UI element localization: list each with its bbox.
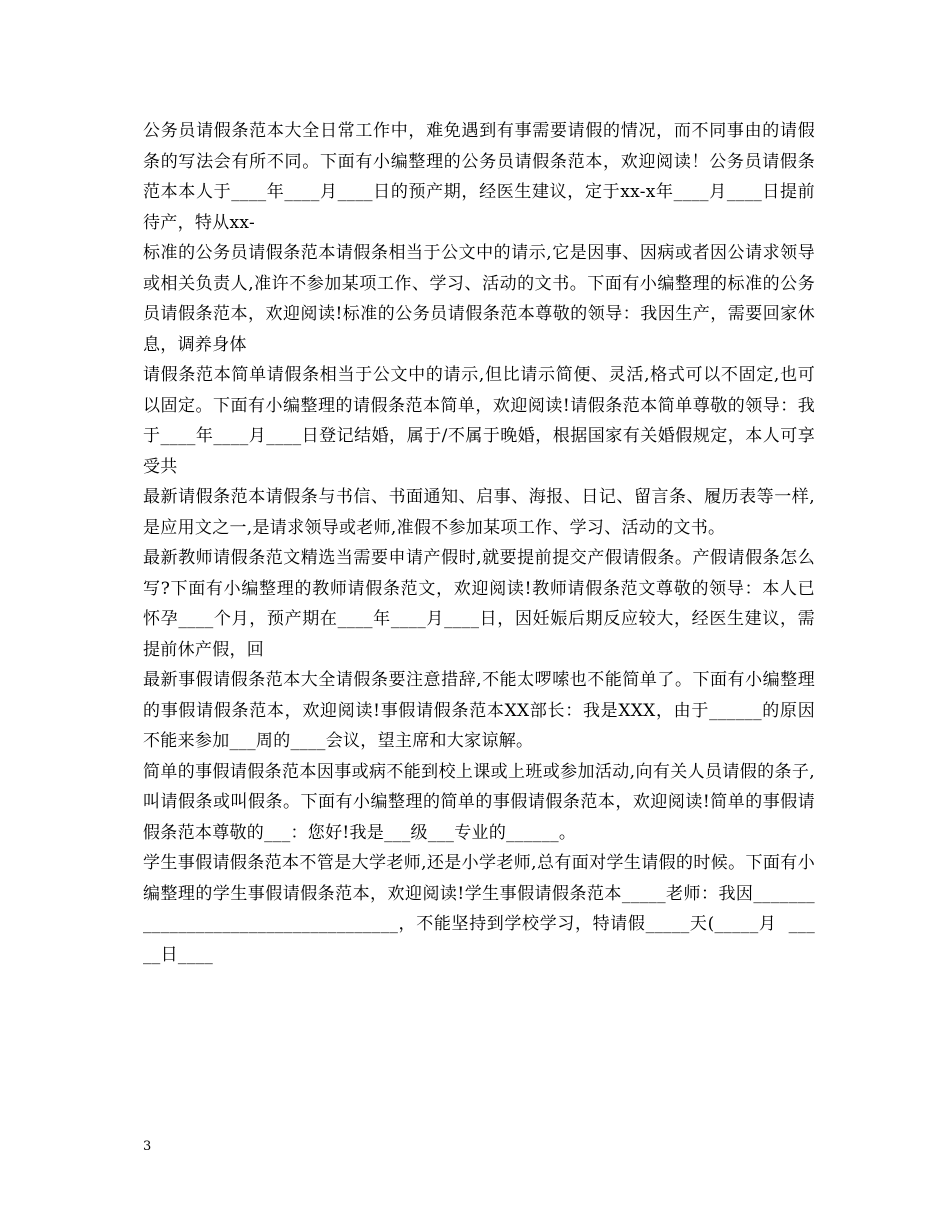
paragraph-latest-leave-template: 最新请假条范本请假条与书信、书面通知、启事、海报、日记、留言条、履历表等一样,是应用文之一,是请求领导或老师,准假不参加某项工作、学习、活动的文书。: [143, 487, 815, 538]
paragraph-standard-civil-servant-template: 标准的公务员请假条范本请假条相当于公文中的请示,它是因事、因病或者因公请求领导或相关负责人,准许不参加某项工作、学习、活动的文书。下面有小编整理的标准的公务员请假条范本，欢迎阅读!标准的公务员请假条范本尊敬的领导：我因生产，需要回家休息，调养身体: [143, 243, 815, 355]
paragraph-civil-servant-leave-template: 公务员请假条范本大全日常工作中，难免遇到有事需要请假的情况，而不同事由的请假条的写法会有所不同。下面有小编整理的公务员请假条范本，欢迎阅读！公务员请假条范本本人于____年____月____日的预产期，经医生建议，定于xx-x年____月____日提前待产，特从xx-: [143, 121, 815, 233]
paragraph-simple-leave-template: 请假条范本简单请假条相当于公文中的请示,但比请示简便、灵活,格式可以不固定,也可以固定。下面有小编整理的请假条范本简单，欢迎阅读!请假条范本简单尊敬的领导：我于____年____月____日登记结婚，属于/不属于晚婚，根据国家有关婚假规定，本人可享受共: [143, 365, 815, 477]
document-body: [143, 116, 821, 970]
paragraph-personal-leave-template: 最新事假请假条范本大全请假条要注意措辞,不能太啰嗦也不能简单了。下面有小编整理的事假请假条范本，欢迎阅读!事假请假条范本XX部长：我是XXX，由于______的原因不能来参加___周的____会议，望主席和大家谅解。: [143, 670, 815, 751]
paragraph-simple-personal-leave-template: 简单的事假请假条范本因事或病不能到校上课或上班或参加活动,向有关人员请假的条子, 叫请假条或叫假条。下面有小编整理的简单的事假请假条范本，欢迎阅读!简单的事假请假条范本尊敬的___：您好!我是___级___专业的______。: [143, 761, 821, 843]
paragraph-student-leave-template: 学生事假请假条范本不管是大学老师,还是小学老师,总有面对学生请假的时候。下面有小编整理的学生事假请假条范本，欢迎阅读!学生事假请假条范本_____老师：我因____________________________________，不能坚持到学校学习，特请假_____天(_____月 _____日____: [143, 853, 815, 965]
paragraph-teacher-leave-template: 最新教师请假条范文精选当需要申请产假时,就要提前提交产假请假条。产假请假条怎么写?下面有小编整理的教师请假条范文，欢迎阅读!教师请假条范文尊敬的领导：本人已怀孕____个月，预产期在____年____月____日，因妊娠后期反应较大，经医生建议，需提前休产假，回: [143, 548, 815, 660]
page-number: 3: [143, 1139, 152, 1154]
